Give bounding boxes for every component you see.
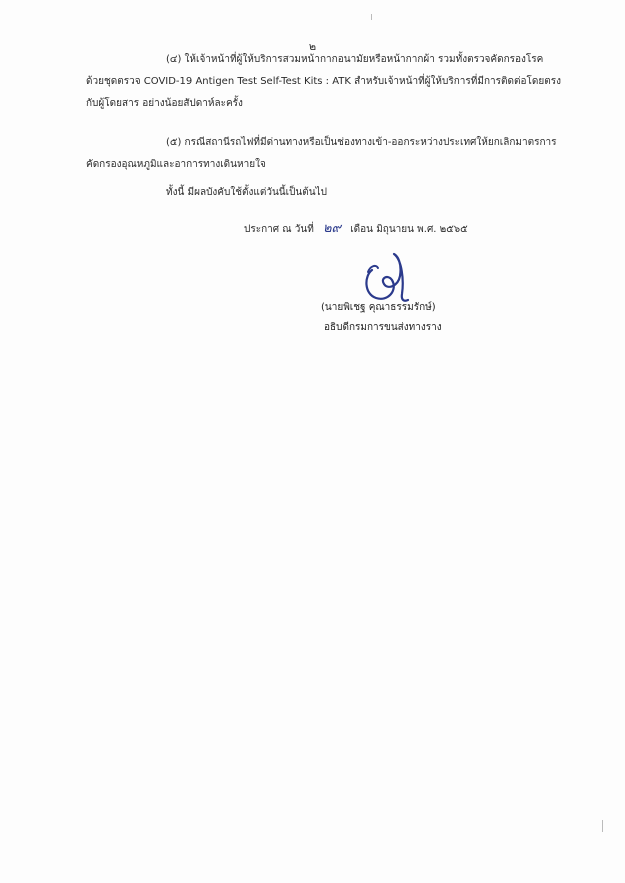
paragraph-5-line-2: คัดกรองอุณหภูมิและอาการทางเดินหายใจ bbox=[86, 159, 266, 170]
scan-mark bbox=[371, 14, 372, 20]
effective-statement: ทั้งนี้ มีผลบังคับใช้ตั้งแต่วันนี้เป็นต้นไป bbox=[166, 187, 327, 198]
announcement-date bbox=[244, 222, 468, 237]
signature-image bbox=[358, 250, 418, 306]
paragraph-4-line-1: (๔) ให้เจ้าหน้าที่ผู้ให้บริการสวมหน้ากากอนามัยหรือหน้ากากผ้า รวมทั้งตรวจคัดกรองโรค bbox=[166, 54, 544, 65]
signer-name: (นายพิเชฐ คุณาธรรมรักษ์) bbox=[321, 302, 436, 313]
paragraph-4-line-3: กับผู้โดยสาร อย่างน้อยสัปดาห์ละครั้ง bbox=[86, 98, 243, 109]
handwritten-day: ๒๙ bbox=[322, 221, 342, 236]
paragraph-4-line-2: ด้วยชุดตรวจ COVID-19 Antigen Test Self-Test Kits : ATK สำหรับเจ้าหน้าที่ผู้ให้บริการที่มีการติดต่อโดยตรง bbox=[86, 76, 561, 87]
announcement-prefix: ประกาศ ณ วันที่ bbox=[244, 224, 314, 235]
announcement-suffix: เดือน มิถุนายน พ.ศ. ๒๕๖๕ bbox=[350, 224, 468, 235]
signer-title: อธิบดีกรมการขนส่งทางราง bbox=[324, 322, 442, 333]
scan-mark bbox=[602, 820, 603, 832]
paragraph-5-line-1: (๕) กรณีสถานีรถไฟที่มีด่านทางหรือเป็นช่องทางเข้า-ออกระหว่างประเทศให้ยกเลิกมาตรการ bbox=[166, 137, 557, 148]
page-number: ๒ bbox=[308, 40, 317, 53]
